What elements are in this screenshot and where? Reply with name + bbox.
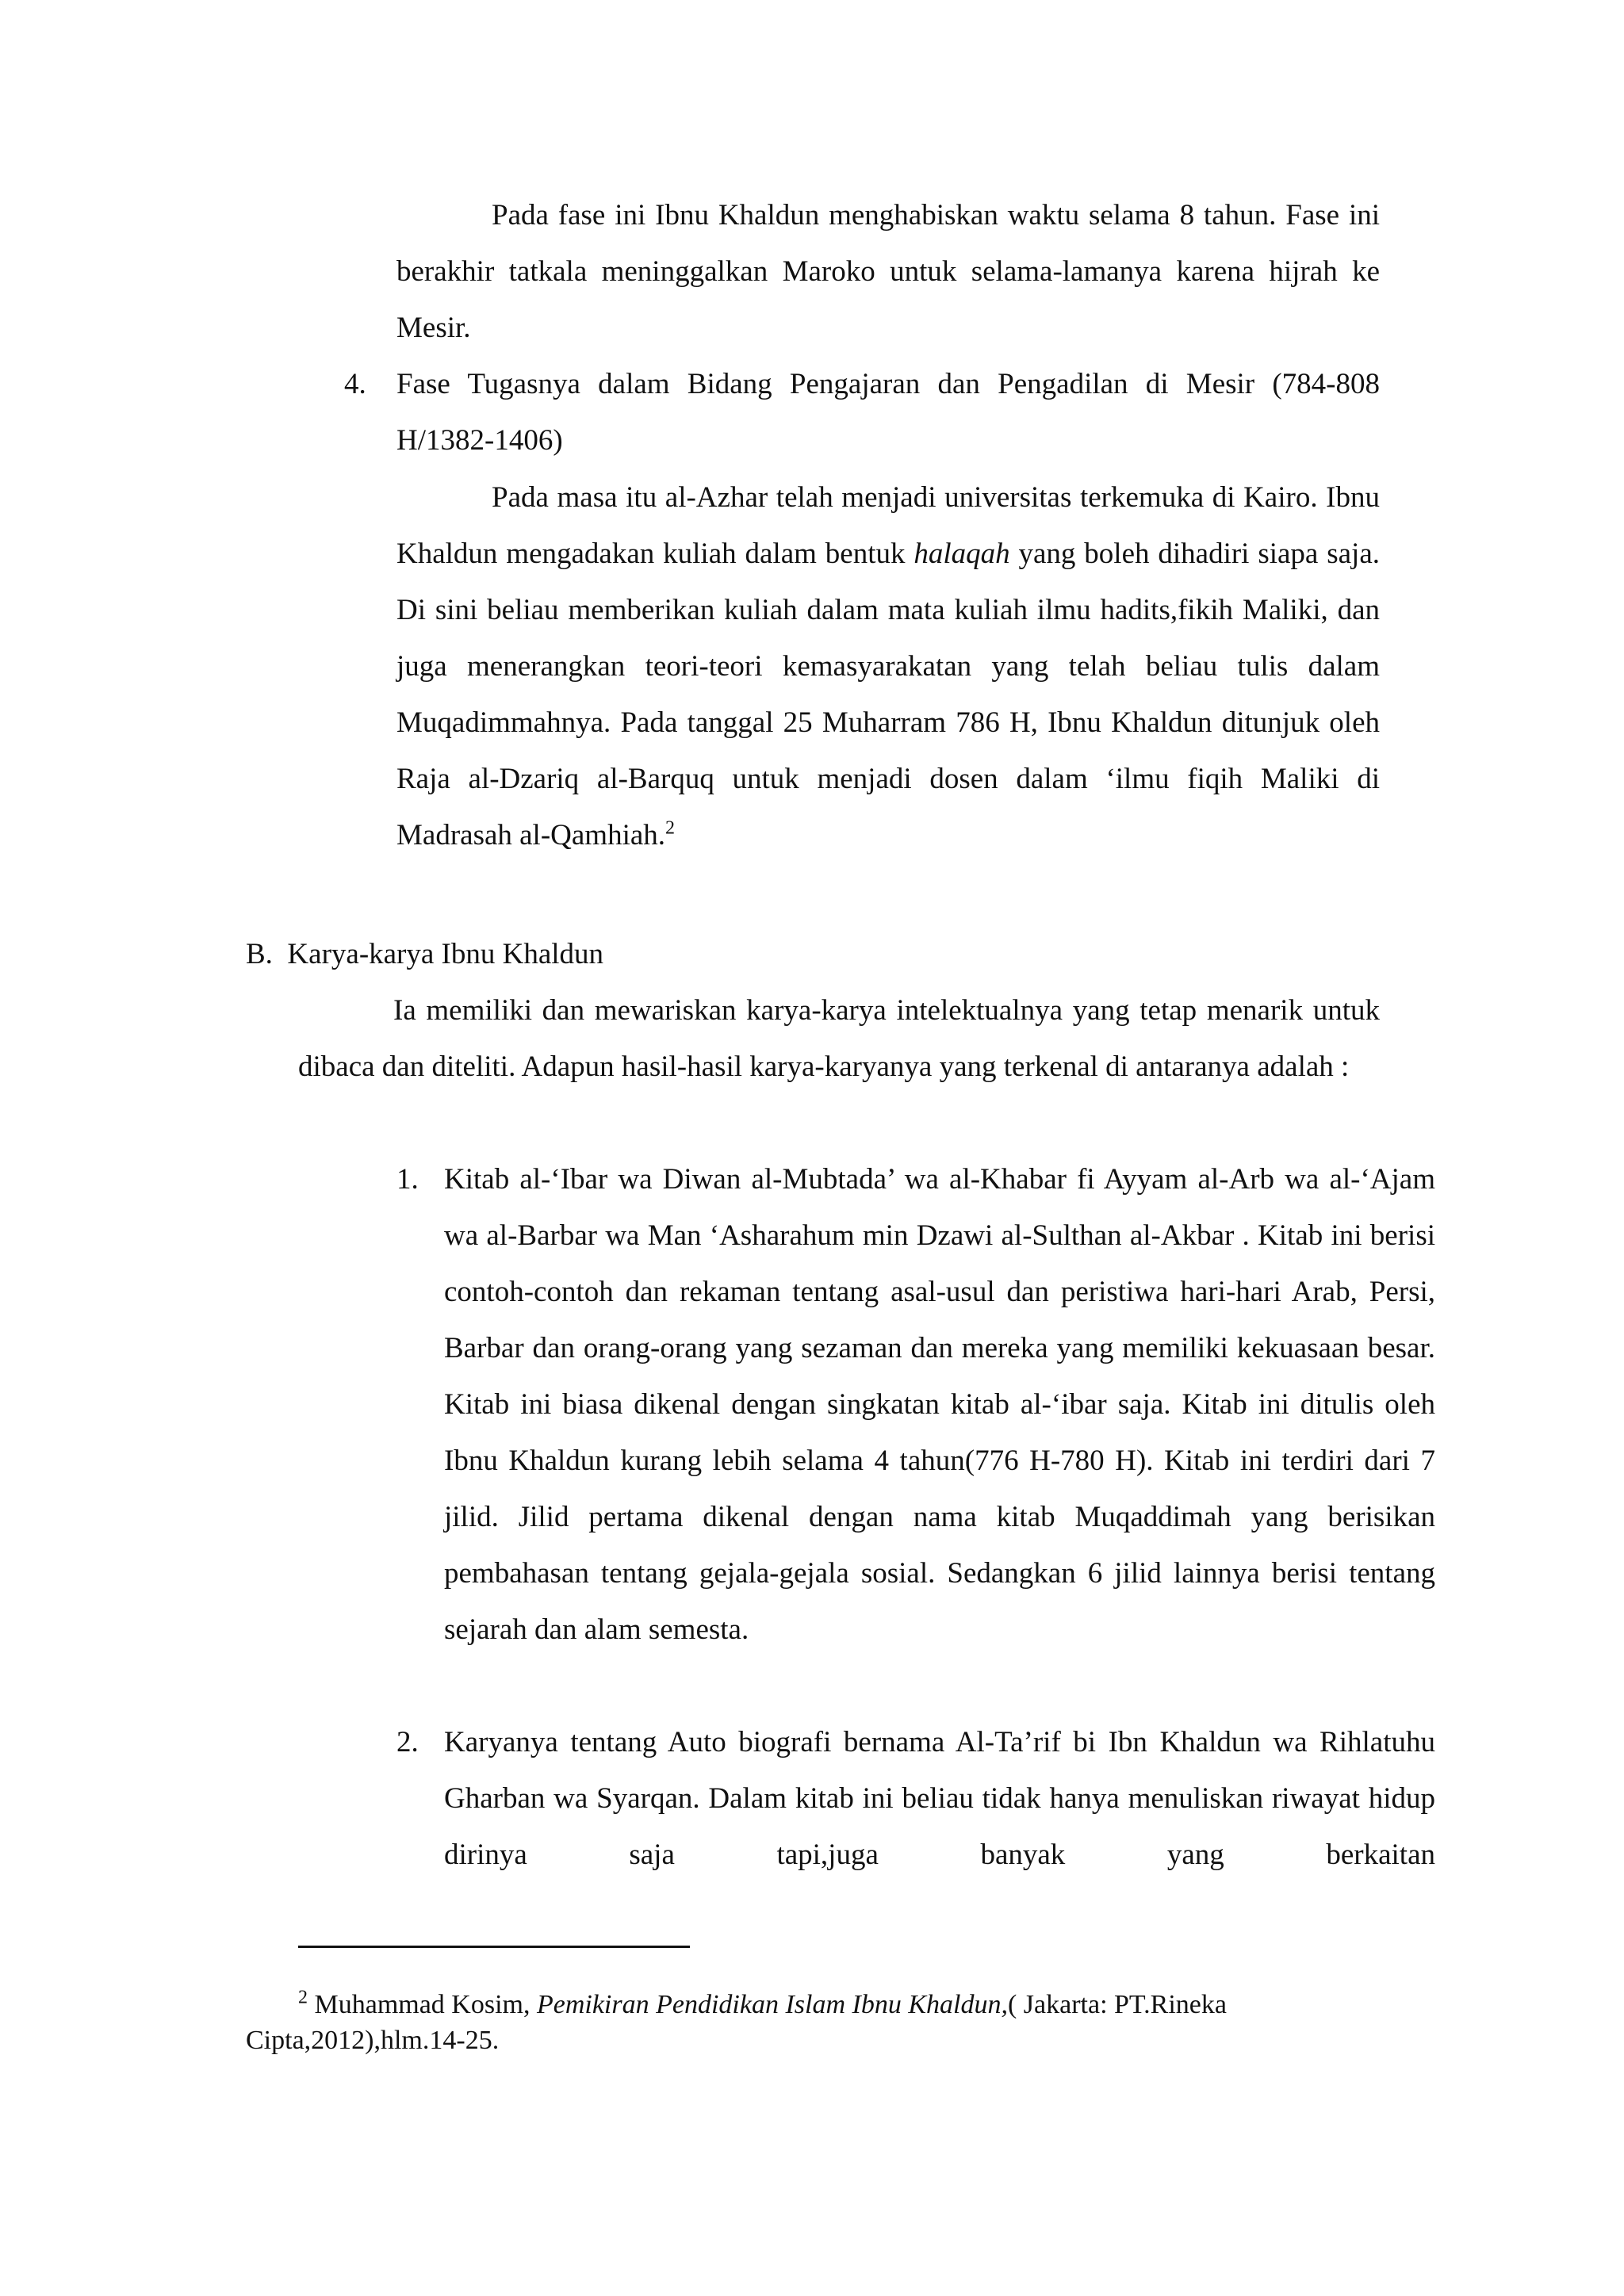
list-number-4: 4. (344, 368, 366, 400)
footnote (246, 1987, 1356, 2058)
section-b-heading: B. Karya-karya Ibnu Khaldun (246, 938, 604, 970)
phase3-paragraph: Pada fase ini Ibnu Khaldun menghabiskan waktu selama 8 tahun. Fase ini berakhir tatkala meninggalkan Maroko untuk selama-lamanya karena hijrah ke Mesir. (396, 199, 1380, 344)
list-number-1: 1. (396, 1163, 419, 1196)
halaqah-term: halaqah (914, 538, 1010, 570)
list-number-2: 2. (396, 1726, 419, 1758)
works-item-2: Karyanya tentang Auto biografi bernama Al-Ta’rif bi Ibn Khaldun wa Rihlatuhu Gharban wa Syarqan. Dalam kitab ini beliau tidak hanya menuliskan riwayat hidup dirinya saja tapi,juga banyak yang berkaitan (444, 1726, 1435, 1871)
footnote-separator (298, 1946, 690, 1948)
item4-paragraph-text-b: yang boleh dihadiri siapa saja. Di sini beliau memberikan kuliah dalam mata kuliah ilmu hadits,fikih Maliki, dan juga menerangkan teori-teori kemasyarakatan yang telah beliau tulis dalam Muqadimmahnya. Pada tanggal 25 Muharram 786 H, Ibnu Khaldun ditunjuk oleh Raja al-Dzariq al-Barquq untuk menjadi dosen dalam ‘ilmu fiqih Maliki di Madrasah al-Qamhiah. (396, 538, 1380, 851)
footnote-book-title: Pemikiran Pendidikan Islam Ibnu Khaldun, (536, 1990, 1008, 2019)
footnote-mark: 2 (298, 1987, 308, 2008)
item4-title: Fase Tugasnya dalam Bidang Pengajaran dan Pengadilan di Mesir (784-808 H/1382-1406) (396, 368, 1380, 457)
footnote-reference[interactable]: 2 (665, 817, 676, 839)
item4-paragraph-text-a: Pada masa itu al-Azhar telah menjadi universitas terkemuka di Kairo. Ibnu Khaldun mengadakan kuliah dalam bentuk (396, 481, 1380, 570)
section-b-intro: Ia memiliki dan mewariskan karya-karya intelektualnya yang tetap menarik untuk dibaca dan diteliti. Adapun hasil-hasil karya-karyanya yang terkenal di antaranya adalah : (298, 994, 1380, 1083)
item4-paragraph (396, 469, 1380, 863)
footnote-publication: ( Jakarta: PT.Rineka Cipta,2012),hlm.14-25. (246, 1990, 1227, 2055)
works-item-1: Kitab al-‘Ibar wa Diwan al-Mubtada’ wa al-Khabar fi Ayyam al-Arb wa al-‘Ajam wa al-Barbar wa Man ‘Asharahum min Dzawi al-Sulthan al-Akbar . Kitab ini berisi contoh-contoh dan rekaman tentang asal-usul dan peristiwa hari-hari Arab, Persi, Barbar dan orang-orang yang sezaman dan mereka yang memiliki kekuasaan besar. Kitab ini biasa dikenal dengan singkatan kitab al-‘ibar saja. Kitab ini ditulis oleh Ibnu Khaldun kurang lebih selama 4 tahun(776 H-780 H). Kitab ini terdiri dari 7 jilid. Jilid pertama dikenal dengan nama kitab Muqaddimah yang berisikan pembahasan tentang gejala-gejala sosial. Sedangkan 6 jilid lainnya berisi tentang sejarah dan alam semesta. (444, 1163, 1435, 1646)
footnote-author: Muhammad Kosim, (308, 1990, 537, 2019)
